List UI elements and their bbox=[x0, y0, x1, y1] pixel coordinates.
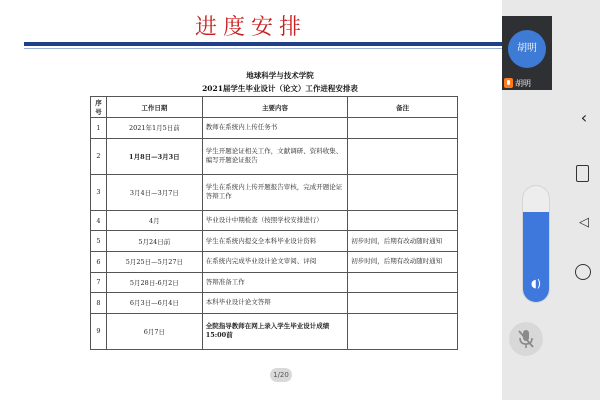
row-no: 3 bbox=[91, 174, 107, 210]
row-content: 在系统内完成毕业设计论文审阅、评阅 bbox=[202, 252, 348, 273]
row-note bbox=[348, 272, 458, 293]
row-note: 初步时间，后期有改动随时通知 bbox=[348, 231, 458, 252]
participant-name-bar bbox=[502, 76, 552, 90]
slide-title: 进度安排 bbox=[194, 15, 307, 40]
title-rule-thin bbox=[24, 48, 502, 49]
volume-icon: ◖) bbox=[530, 277, 542, 290]
table-row bbox=[91, 118, 458, 139]
row-no: 8 bbox=[91, 293, 107, 314]
row-note bbox=[348, 293, 458, 314]
table-row bbox=[91, 174, 458, 210]
row-date: 5月25日—5月27日 bbox=[106, 252, 202, 273]
table-row bbox=[91, 210, 458, 231]
chevron-left-icon[interactable]: ‹ bbox=[580, 108, 588, 127]
row-date: 2021年1月5日前 bbox=[106, 118, 202, 139]
row-note bbox=[348, 210, 458, 231]
row-content: 学生开题论证相关工作，文献调研、资料收集、编写开题论证报告 bbox=[202, 138, 348, 174]
row-note bbox=[348, 313, 458, 349]
row-content: 教师在系统内上传任务书 bbox=[202, 118, 348, 139]
participant-avatar[interactable]: 胡明 bbox=[508, 30, 546, 68]
row-note bbox=[348, 138, 458, 174]
title-rule bbox=[24, 42, 502, 46]
microphone-icon bbox=[504, 78, 513, 88]
table-row bbox=[91, 272, 458, 293]
row-note bbox=[348, 118, 458, 139]
table-row bbox=[91, 138, 458, 174]
volume-slider[interactable] bbox=[522, 185, 550, 303]
row-content: 毕业设计中期检查（按照学校安排进行） bbox=[202, 210, 348, 231]
table-row bbox=[91, 252, 458, 273]
row-date: 3月4日—3月7日 bbox=[106, 174, 202, 210]
header-date: 工作日期 bbox=[106, 97, 202, 118]
row-no: 6 bbox=[91, 252, 107, 273]
triangle-nav-icon[interactable]: ◁ bbox=[579, 215, 589, 230]
row-content: 全院指导教师在网上录入学生毕业设计成绩 15:00前 bbox=[202, 313, 348, 349]
row-no: 1 bbox=[91, 118, 107, 139]
row-content: 本科毕业设计论文答辩 bbox=[202, 293, 348, 314]
table-row bbox=[91, 231, 458, 252]
row-date: 6月7日 bbox=[106, 313, 202, 349]
page-indicator[interactable]: 1/20 bbox=[270, 368, 292, 382]
row-no: 2 bbox=[91, 138, 107, 174]
participant-name: 胡明 bbox=[515, 78, 531, 88]
row-no: 4 bbox=[91, 210, 107, 231]
header-no: 序号 bbox=[91, 97, 107, 118]
row-no: 9 bbox=[91, 313, 107, 349]
row-note bbox=[348, 174, 458, 210]
row-no: 7 bbox=[91, 272, 107, 293]
row-no: 5 bbox=[91, 231, 107, 252]
table-row bbox=[91, 293, 458, 314]
row-date: 5月24日前 bbox=[106, 231, 202, 252]
doc-header-college: 地球科学与技术学院 bbox=[246, 71, 314, 80]
square-nav-icon[interactable] bbox=[576, 165, 589, 182]
row-content: 学生在系统内上传开题报告审核，完成开题论证答辩工作 bbox=[202, 174, 348, 210]
circle-nav-icon[interactable] bbox=[575, 264, 591, 280]
table-row bbox=[91, 313, 458, 349]
row-date: 6月3日—6月4日 bbox=[106, 293, 202, 314]
table-header-row bbox=[91, 97, 458, 118]
microphone-mute-button[interactable] bbox=[509, 322, 543, 356]
doc-header-title: 2021届学生毕业设计（论文）工作进程安排表 bbox=[202, 84, 358, 93]
header-note: 备注 bbox=[348, 97, 458, 118]
row-date: 5月28日-6月2日 bbox=[106, 272, 202, 293]
row-note: 初步时间，后期有改动随时通知 bbox=[348, 252, 458, 273]
schedule-table bbox=[90, 96, 458, 350]
row-date: 4月 bbox=[106, 210, 202, 231]
header-content: 主要内容 bbox=[202, 97, 348, 118]
row-date: 1月8日—3月3日 bbox=[106, 138, 202, 174]
microphone-muted-icon bbox=[516, 328, 536, 350]
row-content: 学生在系统内提交全本科毕业设计资料 bbox=[202, 231, 348, 252]
row-content: 答辩准备工作 bbox=[202, 272, 348, 293]
